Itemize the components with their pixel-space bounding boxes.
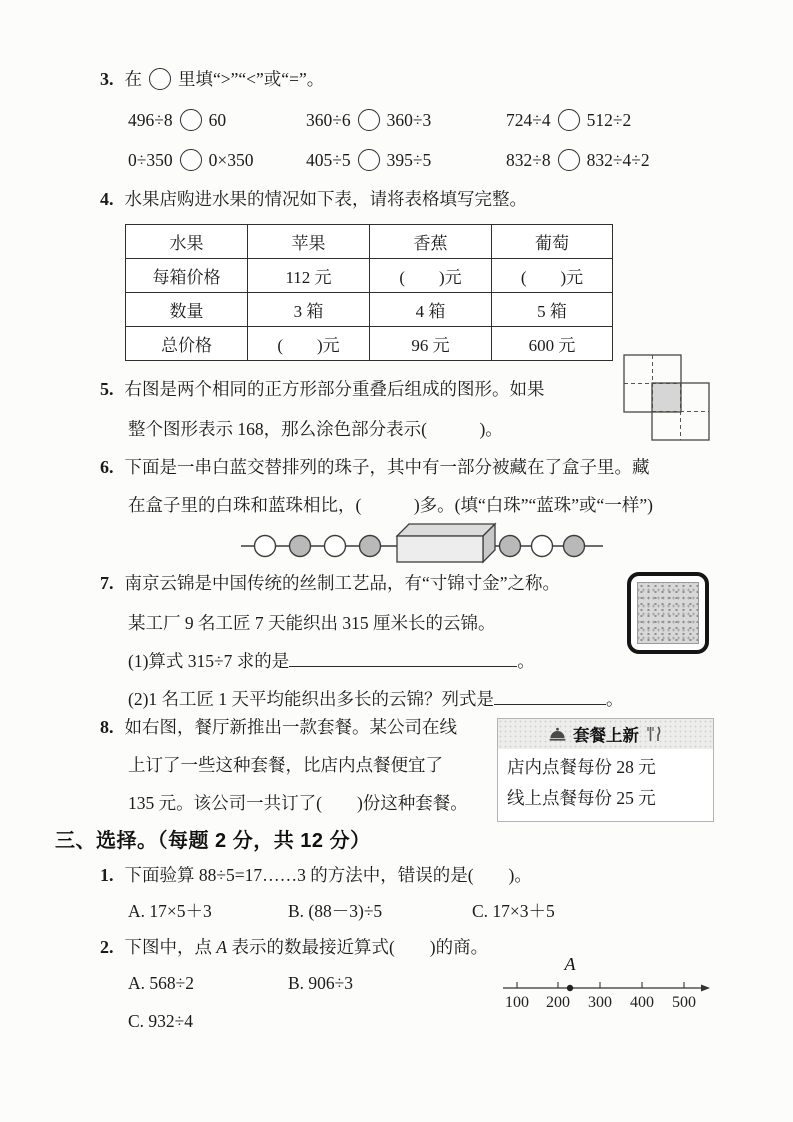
q7-text2: 某工厂 9 名工匠 7 天能织出 315 厘米长的云锦。	[128, 613, 496, 633]
meal-price-line: 店内点餐每份 28 元	[507, 757, 656, 777]
cloche-icon	[549, 727, 566, 742]
table-cell: 96 元	[370, 327, 492, 361]
tick-label: 200	[546, 994, 570, 1011]
beads-string-figure	[237, 516, 609, 576]
fruit-table	[125, 224, 613, 361]
q5-text1: 右图是两个相同的正方形部分重叠后组成的图形。如果	[124, 379, 545, 399]
comparison-item	[506, 107, 631, 133]
q7-line2	[128, 610, 496, 636]
q5-line2	[128, 416, 503, 442]
q7-sub1-text: (1)算式 315÷7 求的是	[128, 651, 290, 671]
s3q2-text-pre: 下图中，点	[124, 937, 217, 957]
answer-circle-icon	[149, 68, 171, 90]
brocade-pattern	[637, 582, 699, 644]
expression-right: 832÷4÷2	[586, 150, 650, 170]
meal-promo-card	[497, 718, 714, 822]
q5-text2: 整个图形表示 168，那么涂色部分表示( )。	[128, 419, 503, 439]
table-row	[126, 327, 613, 361]
table-cell: 数量	[126, 293, 248, 327]
comparison-item	[506, 147, 650, 173]
point-A-label: A	[564, 954, 576, 974]
fork-knife-icon	[646, 726, 662, 742]
table-cell: ( )元	[492, 259, 613, 293]
expression-left: 496÷8	[128, 110, 173, 130]
section-3-title: 三、选择。（每题 2 分，共 12 分）	[55, 830, 371, 852]
shaded-overlap-region	[652, 383, 681, 412]
comparison-item	[128, 107, 226, 133]
q4-prompt: 水果店购进水果的情况如下表，请将表格填写完整。	[124, 189, 527, 209]
q5-number: 5.	[100, 379, 114, 399]
answer-blank	[289, 651, 517, 667]
q6-line1	[100, 454, 650, 480]
bead-blue	[564, 536, 585, 557]
q7-sub2-end: 。	[606, 689, 624, 709]
fruit-table-header-row	[126, 225, 613, 259]
q8-line1	[100, 714, 457, 740]
brocade-photo	[627, 572, 709, 654]
s3q2-var: A	[216, 937, 228, 957]
q7-number: 7.	[100, 573, 114, 593]
q7-sub2	[128, 686, 624, 712]
answer-circle-icon	[180, 109, 202, 131]
q7-sub2-text: (2)1 名工匠 1 天平均能织出多长的云锦？列式是	[128, 689, 495, 709]
expression-right: 395÷5	[386, 150, 432, 170]
expression-right: 0×350	[208, 150, 254, 170]
expression-right: 60	[208, 110, 227, 130]
answer-circle-icon	[558, 109, 580, 131]
bead-blue	[500, 536, 521, 557]
option-b: B. (88－3)÷5	[288, 901, 383, 921]
bead-white	[255, 536, 276, 557]
q6-text1: 下面是一串白蓝交替排列的珠子，其中有一部分被藏在了盒子里。藏	[124, 457, 650, 477]
q8-line2	[128, 752, 443, 778]
overlapping-squares-figure	[619, 340, 715, 446]
table-cell: 每箱价格	[126, 259, 248, 293]
expression-left: 724÷4	[506, 110, 551, 130]
tick-label: 100	[505, 994, 529, 1011]
q7-line1	[100, 570, 560, 596]
q8-text2: 上订了一些这种套餐，比店内点餐便宜了	[128, 755, 443, 775]
tick-label: 500	[672, 994, 696, 1011]
meal-card-header	[498, 719, 713, 749]
answer-blank	[494, 689, 606, 705]
answer-circle-icon	[558, 149, 580, 171]
tick-label: 300	[588, 994, 612, 1011]
bead-blue	[360, 536, 381, 557]
q8-text3: 135 元。该公司一共订了( )份这种套餐。	[128, 793, 468, 813]
q4-prompt-line	[100, 186, 527, 212]
table-cell: ( )元	[248, 327, 370, 361]
option-c: C. 932÷4	[128, 1011, 194, 1031]
option-b: B. 906÷3	[288, 973, 354, 993]
expression-right: 360÷3	[386, 110, 432, 130]
table-cell: 5 箱	[492, 293, 613, 327]
q3-prompt-post: 里填“>”“<”或“=”。	[178, 69, 325, 89]
table-cell: 香蕉	[370, 225, 492, 259]
answer-circle-icon	[358, 109, 380, 131]
table-cell: 4 箱	[370, 293, 492, 327]
table-cell: 600 元	[492, 327, 613, 361]
arrow-head	[701, 985, 710, 992]
q3-prompt-pre: 在	[124, 69, 142, 89]
q3-prompt-line	[100, 66, 324, 92]
comparison-item	[306, 107, 431, 133]
expression-right: 512÷2	[586, 110, 632, 130]
s3q1-prompt	[100, 862, 532, 888]
bead-white	[532, 536, 553, 557]
option-c: C. 17×3＋5	[472, 901, 555, 921]
answer-circle-icon	[358, 149, 380, 171]
table-cell: 112 元	[248, 259, 370, 293]
q6-text2: 在盒子里的白珠和蓝珠相比，( )多。(填“白珠”“蓝珠”或“一样”)	[128, 495, 653, 515]
s3q2-prompt	[100, 934, 488, 960]
bead-blue	[290, 536, 311, 557]
expression-left: 832÷8	[506, 150, 551, 170]
meal-card-body	[498, 749, 713, 821]
expression-left: 405÷5	[306, 150, 351, 170]
table-row	[126, 259, 613, 293]
bead-white	[325, 536, 346, 557]
q6-line2	[128, 492, 653, 518]
comparison-item	[306, 147, 431, 173]
option-a: A. 17×5＋3	[128, 901, 212, 921]
option-a: A. 568÷2	[128, 973, 194, 993]
expression-left: 360÷6	[306, 110, 351, 130]
q7-sub1	[128, 648, 535, 674]
comparison-item	[128, 147, 253, 173]
s3q2-text-post: 表示的数最接近算式( )的商。	[227, 937, 489, 957]
number-line-figure	[495, 950, 723, 1014]
tick-label: 400	[630, 994, 654, 1011]
meal-price-line: 线上点餐每份 25 元	[507, 788, 656, 808]
q8-line3	[128, 790, 468, 816]
table-cell: 水果	[126, 225, 248, 259]
table-cell: 3 箱	[248, 293, 370, 327]
table-cell: 葡萄	[492, 225, 613, 259]
q7-text1: 南京云锦是中国传统的丝制工艺品，有“寸锦寸金”之称。	[124, 573, 561, 593]
q6-number: 6.	[100, 457, 114, 477]
table-cell: ( )元	[370, 259, 492, 293]
meal-card-title: 套餐上新	[573, 727, 639, 745]
point-A-dot	[567, 985, 573, 991]
table-row	[126, 293, 613, 327]
s3q1-number: 1.	[100, 865, 114, 885]
answer-circle-icon	[180, 149, 202, 171]
q5-line1	[100, 376, 545, 402]
q4-number: 4.	[100, 189, 114, 209]
s3q2-number: 2.	[100, 937, 114, 957]
q7-sub1-end: 。	[517, 651, 535, 671]
q8-text1: 如右图，餐厅新推出一款套餐。某公司在线	[124, 717, 457, 737]
q8-number: 8.	[100, 717, 114, 737]
table-cell: 苹果	[248, 225, 370, 259]
s3q1-text: 下面验算 88÷5=17……3 的方法中，错误的是( )。	[124, 865, 532, 885]
expression-left: 0÷350	[128, 150, 173, 170]
table-cell: 总价格	[126, 327, 248, 361]
box-front-face	[397, 536, 483, 562]
box-top-face	[397, 524, 495, 536]
q3-number: 3.	[100, 69, 114, 89]
